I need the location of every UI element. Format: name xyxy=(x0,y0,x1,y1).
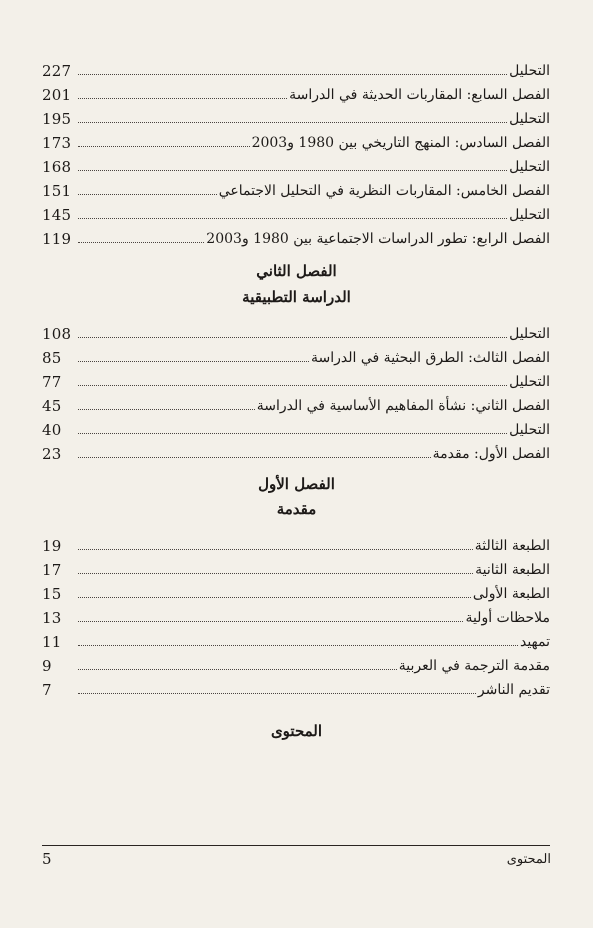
dot-leader xyxy=(78,457,431,458)
footer-rule xyxy=(42,845,550,846)
section-heading: الفصل الثاني xyxy=(256,262,337,280)
dot-leader xyxy=(78,361,309,362)
dot-leader xyxy=(78,645,518,646)
dot-leader xyxy=(78,573,473,574)
dot-leader xyxy=(78,242,204,243)
toc-entry-title: مقدمة الترجمة في العربية xyxy=(398,658,550,674)
toc-entry-page: 45 xyxy=(42,397,62,415)
toc-entry-title: التحليل xyxy=(509,159,550,175)
dot-leader xyxy=(78,170,507,171)
toc-entry-title: الفصل السابع: المقاربات الحديثة في الدراسة xyxy=(289,87,550,103)
toc-entry-page: 85 xyxy=(42,349,62,367)
toc-entry-page: 17 xyxy=(42,561,62,579)
toc-entry[interactable] xyxy=(42,445,550,463)
toc-entry[interactable] xyxy=(42,230,550,248)
toc-entry[interactable] xyxy=(42,561,550,579)
dot-leader xyxy=(78,433,507,434)
toc-entry[interactable] xyxy=(42,585,550,603)
toc-entry-title: الفصل الرابع: تطور الدراسات الاجتماعية بين 1980 و2003 xyxy=(206,231,550,247)
toc-entry-title: الفصل السادس: المنهج التاريخي بين 1980 و2003 xyxy=(251,135,550,151)
dot-leader xyxy=(78,597,471,598)
dot-leader xyxy=(78,218,507,219)
toc-entry[interactable] xyxy=(42,62,550,80)
toc-entry-page: 173 xyxy=(42,134,72,152)
toc-entry[interactable] xyxy=(42,158,550,176)
toc-entry[interactable] xyxy=(42,182,550,200)
section-heading: الفصل الأول xyxy=(258,475,335,493)
toc-entry-title: الفصل الثاني: نشأة المفاهيم الأساسية في الدراسة xyxy=(256,398,550,414)
toc-entry-title: التحليل xyxy=(509,111,550,127)
section-subheading: مقدمة xyxy=(276,500,317,518)
toc-entry[interactable] xyxy=(42,681,550,699)
toc-entry[interactable] xyxy=(42,657,550,675)
dot-leader xyxy=(78,74,507,75)
dot-leader xyxy=(78,98,287,99)
toc-entry[interactable] xyxy=(42,537,550,555)
toc-entry-page: 77 xyxy=(42,373,62,391)
toc-entry-page: 151 xyxy=(42,182,72,200)
toc-entry-page: 195 xyxy=(42,110,72,128)
toc-entry-page: 11 xyxy=(42,633,62,651)
toc-entry-page: 9 xyxy=(42,657,52,675)
toc-entry-page: 13 xyxy=(42,609,62,627)
toc-entry-page: 108 xyxy=(42,325,72,343)
dot-leader xyxy=(78,122,507,123)
toc-entry-page: 227 xyxy=(42,62,72,80)
toc-entry-title: الطبعة الثانية xyxy=(475,562,550,578)
toc-entry-page: 201 xyxy=(42,86,72,104)
toc-entry-page: 168 xyxy=(42,158,72,176)
dot-leader xyxy=(78,693,476,694)
toc-entry-title: التحليل xyxy=(509,326,550,342)
footer-page-number: 5 xyxy=(42,850,52,868)
dot-leader xyxy=(78,621,463,622)
toc-entry-page: 145 xyxy=(42,206,72,224)
toc-entry-page: 119 xyxy=(42,230,72,248)
toc-entry-title: الفصل الخامس: المقاربات النظرية في التحليل الاجتماعي xyxy=(218,183,550,199)
toc-entry[interactable] xyxy=(42,633,550,651)
toc-entry[interactable] xyxy=(42,609,550,627)
toc-entry-title: التحليل xyxy=(509,374,550,390)
toc-entry-page: 40 xyxy=(42,421,62,439)
toc-entry-title: تمهيد xyxy=(519,634,550,650)
toc-entry-page: 23 xyxy=(42,445,62,463)
toc-entry[interactable] xyxy=(42,110,550,128)
toc-entry[interactable] xyxy=(42,421,550,439)
toc-entry[interactable] xyxy=(42,373,550,391)
dot-leader xyxy=(78,337,507,338)
dot-leader xyxy=(78,549,473,550)
toc-entry[interactable] xyxy=(42,349,550,367)
toc-entry-title: الفصل الأول: مقدمة xyxy=(432,446,550,462)
toc-entry[interactable] xyxy=(42,86,550,104)
toc-entry-page: 19 xyxy=(42,537,62,555)
toc-entry-title: ملاحظات أولية xyxy=(465,610,550,626)
section-subheading: الدراسة التطبيقية xyxy=(242,288,351,306)
toc-entry-title: تقديم الناشر xyxy=(477,682,550,698)
toc-entry[interactable] xyxy=(42,206,550,224)
toc-entry[interactable] xyxy=(42,134,550,152)
dot-leader xyxy=(78,385,507,386)
toc-entry-title: الطبعة الثالثة xyxy=(474,538,550,554)
toc-entry-page: 15 xyxy=(42,585,62,603)
contents-title: المحتوى xyxy=(270,722,323,740)
toc-entry-title: التحليل xyxy=(509,422,550,438)
footer-running-title: المحتوى xyxy=(506,852,551,867)
toc-entry-title: التحليل xyxy=(509,63,550,79)
toc-entry[interactable] xyxy=(42,325,550,343)
toc-entry-title: التحليل xyxy=(509,207,550,223)
toc-entry-title: الطبعة الأولى xyxy=(472,586,550,602)
toc-entry-title: الفصل الثالث: الطرق البحثية في الدراسة xyxy=(311,350,550,366)
dot-leader xyxy=(78,146,250,147)
dot-leader xyxy=(78,669,397,670)
toc-entry-page: 7 xyxy=(42,681,52,699)
dot-leader xyxy=(78,194,217,195)
toc-entry[interactable] xyxy=(42,397,550,415)
dot-leader xyxy=(78,409,255,410)
